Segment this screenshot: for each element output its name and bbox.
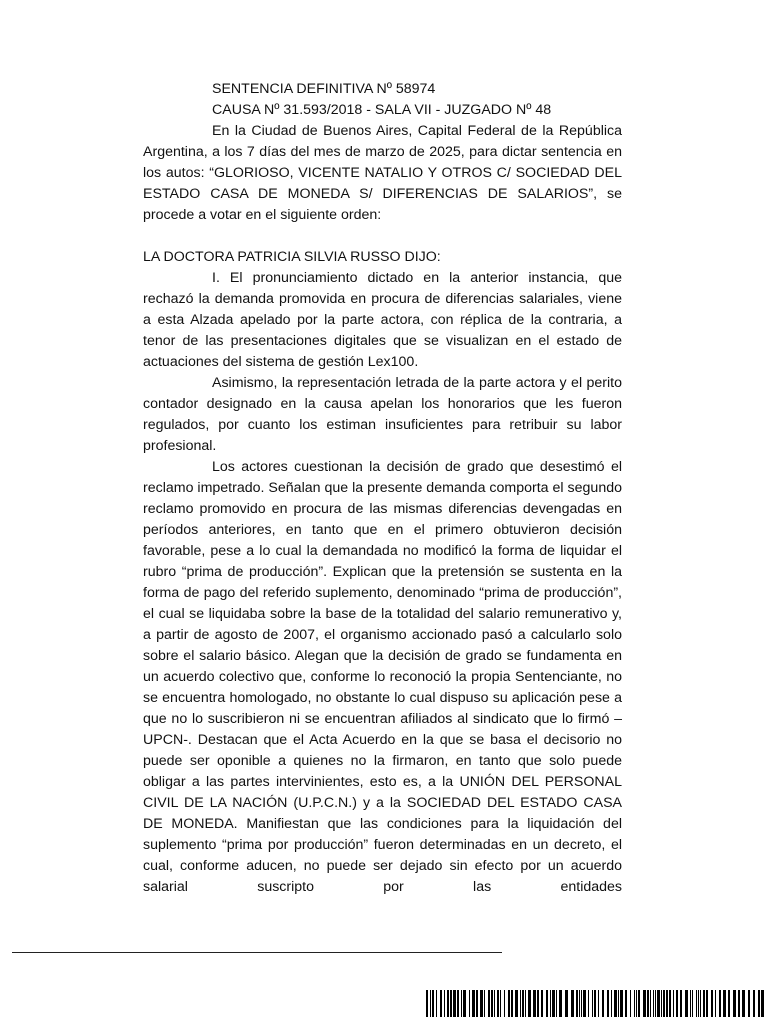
spacer: [143, 226, 622, 247]
intro-paragraph: En la Ciudad de Buenos Aires, Capital Federal de la República Argentina, a los 7 días del mes de marzo de 2025, para dictar sentencia en los autos: “GLORIOSO, VICENTE NATALIO Y OTROS C/ SOCIEDAD DEL ESTADO CASA DE MONEDA S/ DIFERENCIAS DE SALARIOS”, se procede a votar en el siguiente orden:: [143, 123, 622, 223]
document-body: [143, 79, 622, 898]
judge-heading: LA DOCTORA PATRICIA SILVIA RUSSO DIJO:: [143, 249, 441, 265]
barcode-icon: [426, 990, 766, 1017]
causa-line: CAUSA Nº 31.593/2018 - SALA VII - JUZGADO Nº 48: [212, 102, 552, 118]
footer-rule: [12, 952, 502, 953]
sentencia-number: SENTENCIA DEFINITIVA Nº 58974: [212, 81, 436, 97]
paragraph-2: Asimismo, la representación letrada de la parte actora y el perito contador designado en la causa apelan los honorarios que les fueron regulados, por cuanto los estiman insuficientes para retribuir su labor profesional.: [143, 375, 622, 454]
paragraph-1: I. El pronunciamiento dictado en la anterior instancia, que rechazó la demanda promovida en procura de diferencias salariales, viene a esta Alzada apelado por la parte actora, con réplica de la contraria, a tenor de las presentaciones digitales que se visualizan en el estado de actuaciones del sistema de gestión Lex100.: [143, 270, 622, 370]
paragraph-3: Los actores cuestionan la decisión de grado que desestimó el reclamo impetrado. Señalan que la presente demanda comporta el segundo reclamo promovido en procura de las mismas diferencias devengadas en períodos anteriores, en tanto que en el primero obtuvieron decisión favorable, pese a lo cual la demandada no modificó la forma de liquidar el rubro “prima de producción”. Explican que la pretensión se sustenta en la forma de pago del referido suplemento, denominado “prima de producción”, el cual se liquidaba sobre la base de la totalidad del salario remunerativo y, a partir de agosto de 2007, el organismo accionado pasó a calcularlo solo sobre el salario básico. Alegan que la decisión de grado se fundamenta en un acuerdo colectivo que, conforme lo reconoció la propia Sentenciante, no se encuentra homologado, no obstante lo cual dispuso su aplicación pese a que no lo suscribieron ni se encuentran afiliados al sindicato que lo firmó –UPCN-. Destacan que el Acta Acuerdo en la que se basa el decisorio no puede ser oponible a quienes no la firmaron, en tanto que solo puede obligar a las partes intervinientes, esto es, a la UNIÓN DEL PERSONAL CIVIL DE LA NACIÓN (U.P.C.N.) y a la SOCIEDAD DEL ESTADO CASA DE MONEDA. Manifiestan que las condiciones para la liquidación del suplemento “prima por producción” fueron determinadas en un decreto, el cual, conforme aducen, no puede ser dejado sin efecto por un acuerdo salarial suscripto por las entidades: [143, 459, 622, 895]
